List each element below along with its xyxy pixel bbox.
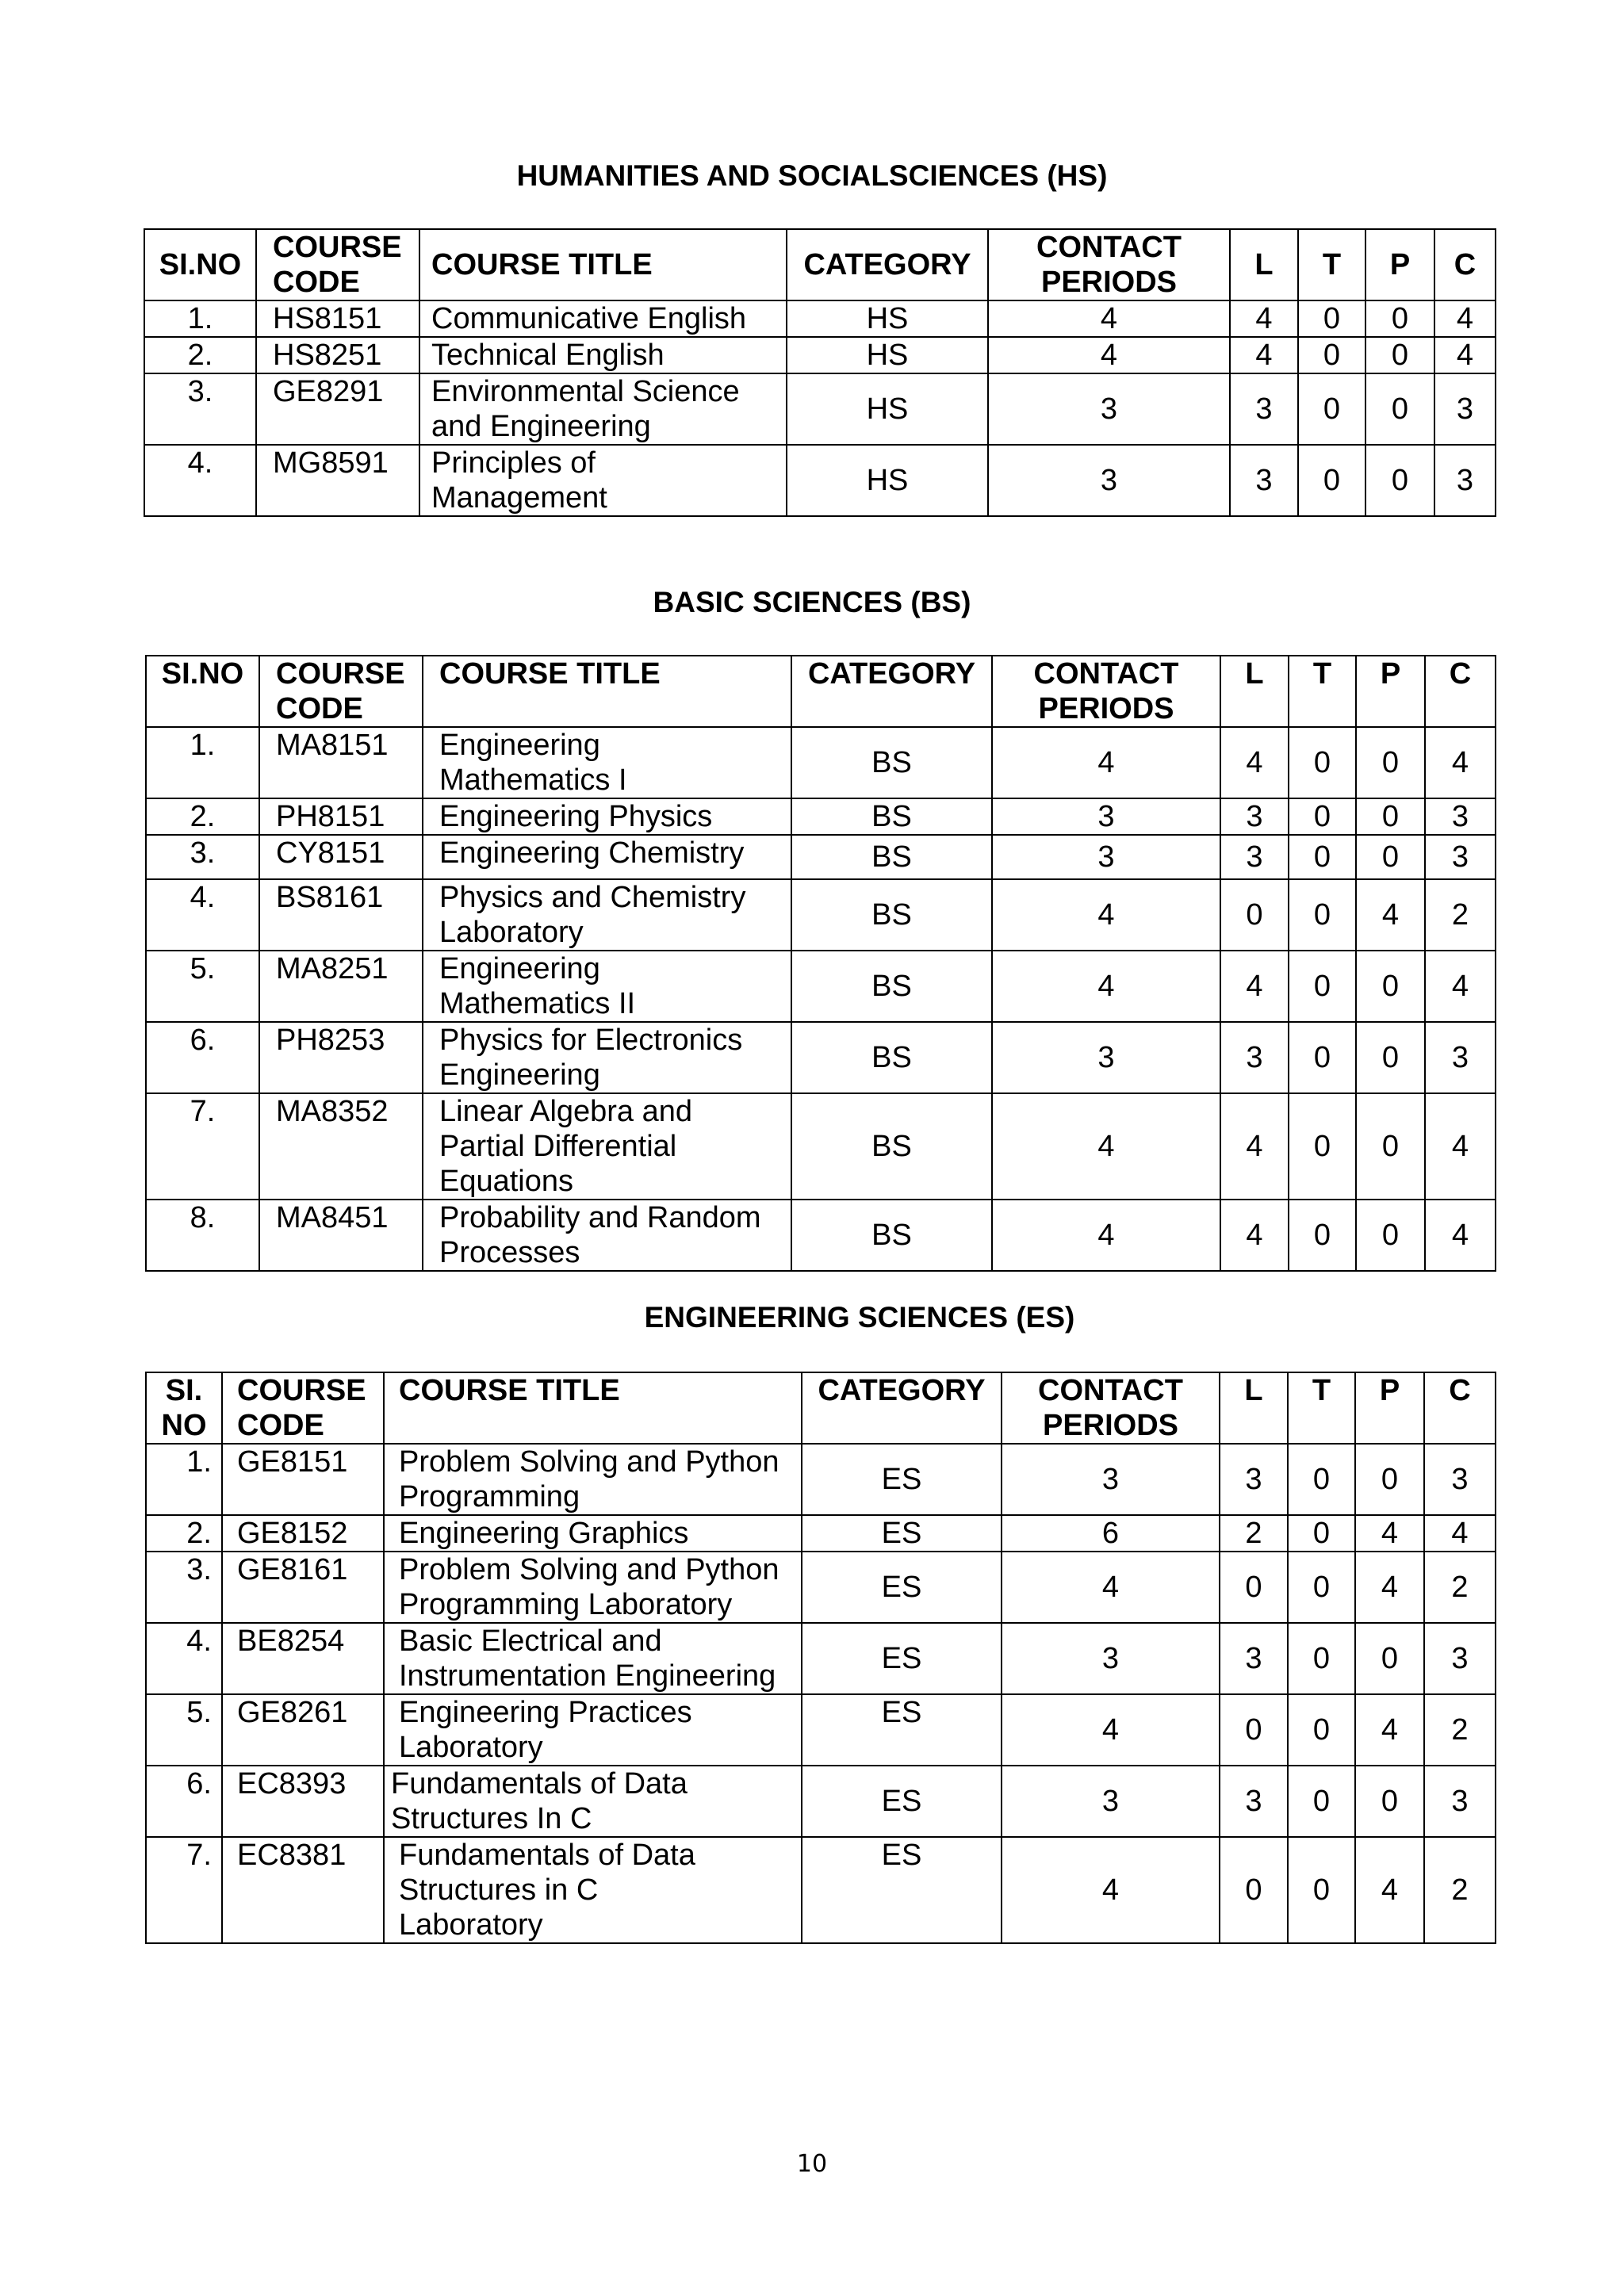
cell-category: ES (802, 1837, 1002, 1943)
cell-p: 0 (1356, 798, 1425, 835)
cell-t: 0 (1298, 337, 1365, 373)
cell-code: MG8591 (256, 445, 419, 516)
cell-title: Engineering Practices Laboratory (384, 1694, 802, 1766)
header-contact-periods: CONTACT PERIODS (1002, 1372, 1220, 1444)
cell-l: 3 (1230, 445, 1298, 516)
cell-l: 2 (1220, 1515, 1288, 1552)
table-row (146, 1022, 1496, 1093)
cell-title: Problem Solving and Python Programming (384, 1444, 802, 1515)
cell-title: Physics and Chemistry Laboratory (423, 879, 791, 951)
cell-category: BS (791, 798, 992, 835)
header-p: P (1356, 656, 1425, 727)
header-t: T (1288, 1372, 1355, 1444)
cell-p: 0 (1365, 337, 1434, 373)
cell-periods: 3 (988, 445, 1230, 516)
table-header-row (146, 1372, 1496, 1444)
cell-periods: 3 (992, 798, 1220, 835)
cell-title: Linear Algebra and Partial Differential Equations (423, 1093, 791, 1200)
cell-p: 0 (1356, 951, 1425, 1022)
cell-title: Engineering Graphics (384, 1515, 802, 1552)
cell-title: Principles of Management (419, 445, 787, 516)
cell-no: 4. (146, 1623, 222, 1694)
cell-category: ES (802, 1515, 1002, 1552)
cell-periods: 4 (992, 1093, 1220, 1200)
cell-category: HS (787, 337, 988, 373)
cell-code: EC8381 (222, 1837, 384, 1943)
cell-l: 0 (1220, 1552, 1288, 1623)
cell-category: BS (791, 951, 992, 1022)
cell-p: 4 (1355, 1694, 1424, 1766)
table-row (146, 835, 1496, 879)
cell-code: BE8254 (222, 1623, 384, 1694)
cell-periods: 3 (1002, 1766, 1220, 1837)
cell-category: ES (802, 1694, 1002, 1766)
cell-title: Communicative English (419, 300, 787, 337)
cell-t: 0 (1289, 1022, 1356, 1093)
cell-c: 2 (1424, 1694, 1496, 1766)
cell-no: 5. (146, 951, 259, 1022)
cell-t: 0 (1298, 445, 1365, 516)
cell-periods: 4 (992, 1200, 1220, 1271)
bs-course-table (145, 655, 1496, 1272)
cell-t: 0 (1288, 1694, 1355, 1766)
cell-p: 0 (1355, 1623, 1424, 1694)
cell-category: ES (802, 1552, 1002, 1623)
cell-t: 0 (1288, 1766, 1355, 1837)
cell-periods: 3 (1002, 1444, 1220, 1515)
cell-c: 2 (1425, 879, 1496, 951)
cell-title: Problem Solving and Python Programming Laboratory (384, 1552, 802, 1623)
header-contact-periods: CONTACT PERIODS (992, 656, 1220, 727)
cell-periods: 3 (1002, 1623, 1220, 1694)
header-contact-periods: CONTACT PERIODS (988, 229, 1230, 300)
header-category: CATEGORY (802, 1372, 1002, 1444)
cell-category: HS (787, 445, 988, 516)
cell-c: 3 (1424, 1623, 1496, 1694)
table-row (146, 727, 1496, 798)
table-row (146, 1623, 1496, 1694)
cell-l: 4 (1220, 1200, 1289, 1271)
cell-category: HS (787, 373, 988, 445)
cell-category: ES (802, 1766, 1002, 1837)
table-row (144, 337, 1496, 373)
cell-c: 3 (1424, 1444, 1496, 1515)
cell-no: 6. (146, 1766, 222, 1837)
cell-category: BS (791, 727, 992, 798)
table-row (146, 879, 1496, 951)
header-course-title: COURSE TITLE (384, 1372, 802, 1444)
header-course-title: COURSE TITLE (419, 229, 787, 300)
cell-periods: 4 (988, 300, 1230, 337)
cell-code: GE8161 (222, 1552, 384, 1623)
cell-category: BS (791, 835, 992, 879)
cell-p: 4 (1356, 879, 1425, 951)
header-t: T (1289, 656, 1356, 727)
cell-category: ES (802, 1623, 1002, 1694)
cell-title: Engineering Mathematics II (423, 951, 791, 1022)
cell-p: 0 (1356, 835, 1425, 879)
table-row (144, 300, 1496, 337)
cell-periods: 3 (992, 835, 1220, 879)
cell-t: 0 (1298, 373, 1365, 445)
cell-t: 0 (1289, 1200, 1356, 1271)
cell-periods: 3 (988, 373, 1230, 445)
cell-periods: 4 (1002, 1552, 1220, 1623)
cell-t: 0 (1298, 300, 1365, 337)
cell-t: 0 (1288, 1623, 1355, 1694)
cell-category: ES (802, 1444, 1002, 1515)
cell-no: 7. (146, 1837, 222, 1943)
cell-category: BS (791, 1093, 992, 1200)
cell-p: 4 (1355, 1552, 1424, 1623)
cell-no: 1. (144, 300, 256, 337)
es-course-table (145, 1372, 1496, 1944)
cell-no: 6. (146, 1022, 259, 1093)
cell-title: Engineering Physics (423, 798, 791, 835)
cell-p: 4 (1355, 1837, 1424, 1943)
table-header-row (146, 656, 1496, 727)
cell-title: Engineering Mathematics I (423, 727, 791, 798)
header-category: CATEGORY (791, 656, 992, 727)
table-row (146, 1515, 1496, 1552)
header-slno: SI.NO (146, 656, 259, 727)
cell-l: 3 (1220, 1623, 1288, 1694)
cell-c: 2 (1424, 1837, 1496, 1943)
cell-t: 0 (1289, 879, 1356, 951)
cell-p: 0 (1355, 1444, 1424, 1515)
cell-c: 4 (1425, 1093, 1496, 1200)
cell-c: 4 (1425, 727, 1496, 798)
cell-l: 3 (1220, 798, 1289, 835)
cell-l: 4 (1220, 951, 1289, 1022)
cell-t: 0 (1289, 835, 1356, 879)
cell-c: 4 (1434, 300, 1496, 337)
cell-c: 4 (1424, 1515, 1496, 1552)
cell-title: Technical English (419, 337, 787, 373)
header-course-code: COURSE CODE (259, 656, 423, 727)
cell-l: 4 (1230, 337, 1298, 373)
table-row (144, 445, 1496, 516)
cell-title: Environmental Science and Engineering (419, 373, 787, 445)
cell-title: Engineering Chemistry (423, 835, 791, 879)
cell-title: Physics for Electronics Engineering (423, 1022, 791, 1093)
header-slno-line-2: NO (161, 1409, 207, 1442)
section-title-es: ENGINEERING SCIENCES (ES) (644, 1301, 1075, 1334)
table-row (146, 1200, 1496, 1271)
cell-c: 4 (1425, 1200, 1496, 1271)
hs-course-table (144, 228, 1496, 517)
cell-no: 2. (144, 337, 256, 373)
cell-title: Fundamentals of Data Structures in C Laboratory (384, 1837, 802, 1943)
cell-code: GE8291 (256, 373, 419, 445)
cell-p: 0 (1356, 1093, 1425, 1200)
cell-title: Fundamentals of Data Structures In C (384, 1766, 802, 1837)
header-c: C (1425, 656, 1496, 727)
cell-c: 3 (1425, 835, 1496, 879)
table-row (146, 798, 1496, 835)
cell-code: GE8152 (222, 1515, 384, 1552)
header-course-title: COURSE TITLE (423, 656, 791, 727)
cell-no: 5. (146, 1694, 222, 1766)
cell-code: MA8451 (259, 1200, 423, 1271)
header-l: L (1230, 229, 1298, 300)
cell-t: 0 (1288, 1444, 1355, 1515)
cell-periods: 4 (1002, 1837, 1220, 1943)
cell-p: 0 (1365, 300, 1434, 337)
cell-l: 4 (1220, 1093, 1289, 1200)
cell-c: 3 (1425, 798, 1496, 835)
header-slno: SI.NO (144, 229, 256, 300)
cell-periods: 4 (988, 337, 1230, 373)
cell-t: 0 (1289, 798, 1356, 835)
header-t: T (1298, 229, 1365, 300)
cell-no: 2. (146, 1515, 222, 1552)
cell-code: EC8393 (222, 1766, 384, 1837)
cell-no: 7. (146, 1093, 259, 1200)
cell-title: Basic Electrical and Instrumentation Engineering (384, 1623, 802, 1694)
cell-code: GE8151 (222, 1444, 384, 1515)
cell-t: 0 (1289, 951, 1356, 1022)
cell-code: GE8261 (222, 1694, 384, 1766)
cell-code: BS8161 (259, 879, 423, 951)
cell-category: HS (787, 300, 988, 337)
header-category: CATEGORY (787, 229, 988, 300)
cell-l: 4 (1230, 300, 1298, 337)
cell-no: 4. (144, 445, 256, 516)
cell-code: HS8251 (256, 337, 419, 373)
cell-t: 0 (1289, 727, 1356, 798)
table-row (146, 1552, 1496, 1623)
header-l: L (1220, 1372, 1288, 1444)
cell-l: 4 (1220, 727, 1289, 798)
table-row (146, 1694, 1496, 1766)
cell-no: 3. (146, 1552, 222, 1623)
cell-no: 3. (146, 835, 259, 879)
cell-code: HS8151 (256, 300, 419, 337)
cell-code: MA8251 (259, 951, 423, 1022)
table-row (146, 1444, 1496, 1515)
cell-no: 8. (146, 1200, 259, 1271)
cell-title: Probability and Random Processes (423, 1200, 791, 1271)
cell-no: 2. (146, 798, 259, 835)
header-course-code: COURSE CODE (256, 229, 419, 300)
cell-p: 4 (1355, 1515, 1424, 1552)
cell-c: 4 (1425, 951, 1496, 1022)
cell-l: 0 (1220, 879, 1289, 951)
cell-t: 0 (1288, 1515, 1355, 1552)
cell-c: 3 (1424, 1766, 1496, 1837)
cell-p: 0 (1365, 445, 1434, 516)
table-row (146, 1837, 1496, 1943)
cell-p: 0 (1355, 1766, 1424, 1837)
section-title-bs: BASIC SCIENCES (BS) (653, 586, 971, 618)
cell-code: CY8151 (259, 835, 423, 879)
table-row (146, 1766, 1496, 1837)
header-course-code: COURSE CODE (222, 1372, 384, 1444)
cell-c: 3 (1434, 373, 1496, 445)
cell-category: BS (791, 1022, 992, 1093)
cell-periods: 4 (992, 879, 1220, 951)
cell-t: 0 (1289, 1093, 1356, 1200)
cell-c: 3 (1425, 1022, 1496, 1093)
header-slno-line-1: SI. (165, 1374, 203, 1407)
cell-periods: 4 (992, 727, 1220, 798)
cell-periods: 4 (992, 951, 1220, 1022)
cell-l: 0 (1220, 1837, 1288, 1943)
cell-periods: 6 (1002, 1515, 1220, 1552)
header-c: C (1434, 229, 1496, 300)
cell-no: 1. (146, 1444, 222, 1515)
cell-periods: 3 (992, 1022, 1220, 1093)
table-row (146, 1093, 1496, 1200)
cell-code: MA8151 (259, 727, 423, 798)
header-c: C (1424, 1372, 1496, 1444)
cell-l: 3 (1220, 835, 1289, 879)
cell-l: 3 (1220, 1444, 1288, 1515)
cell-l: 0 (1220, 1694, 1288, 1766)
cell-p: 0 (1356, 1200, 1425, 1271)
table-row (144, 373, 1496, 445)
cell-code: PH8253 (259, 1022, 423, 1093)
table-header-row (144, 229, 1496, 300)
header-l: L (1220, 656, 1289, 727)
cell-c: 4 (1434, 337, 1496, 373)
cell-code: MA8352 (259, 1093, 423, 1200)
cell-c: 3 (1434, 445, 1496, 516)
cell-no: 1. (146, 727, 259, 798)
cell-l: 3 (1220, 1022, 1289, 1093)
table-row (146, 951, 1496, 1022)
cell-category: BS (791, 879, 992, 951)
header-p: P (1365, 229, 1434, 300)
cell-p: 0 (1365, 373, 1434, 445)
cell-periods: 4 (1002, 1694, 1220, 1766)
section-title-hs: HUMANITIES AND SOCIALSCIENCES (HS) (516, 159, 1108, 192)
page-number: 10 (796, 2150, 828, 2178)
cell-category: BS (791, 1200, 992, 1271)
cell-p: 0 (1356, 727, 1425, 798)
cell-c: 2 (1424, 1552, 1496, 1623)
header-slno (146, 1372, 222, 1444)
cell-l: 3 (1230, 373, 1298, 445)
header-p: P (1355, 1372, 1424, 1444)
cell-t: 0 (1288, 1552, 1355, 1623)
cell-code: PH8151 (259, 798, 423, 835)
cell-l: 3 (1220, 1766, 1288, 1837)
cell-p: 0 (1356, 1022, 1425, 1093)
cell-no: 3. (144, 373, 256, 445)
cell-t: 0 (1288, 1837, 1355, 1943)
cell-no: 4. (146, 879, 259, 951)
